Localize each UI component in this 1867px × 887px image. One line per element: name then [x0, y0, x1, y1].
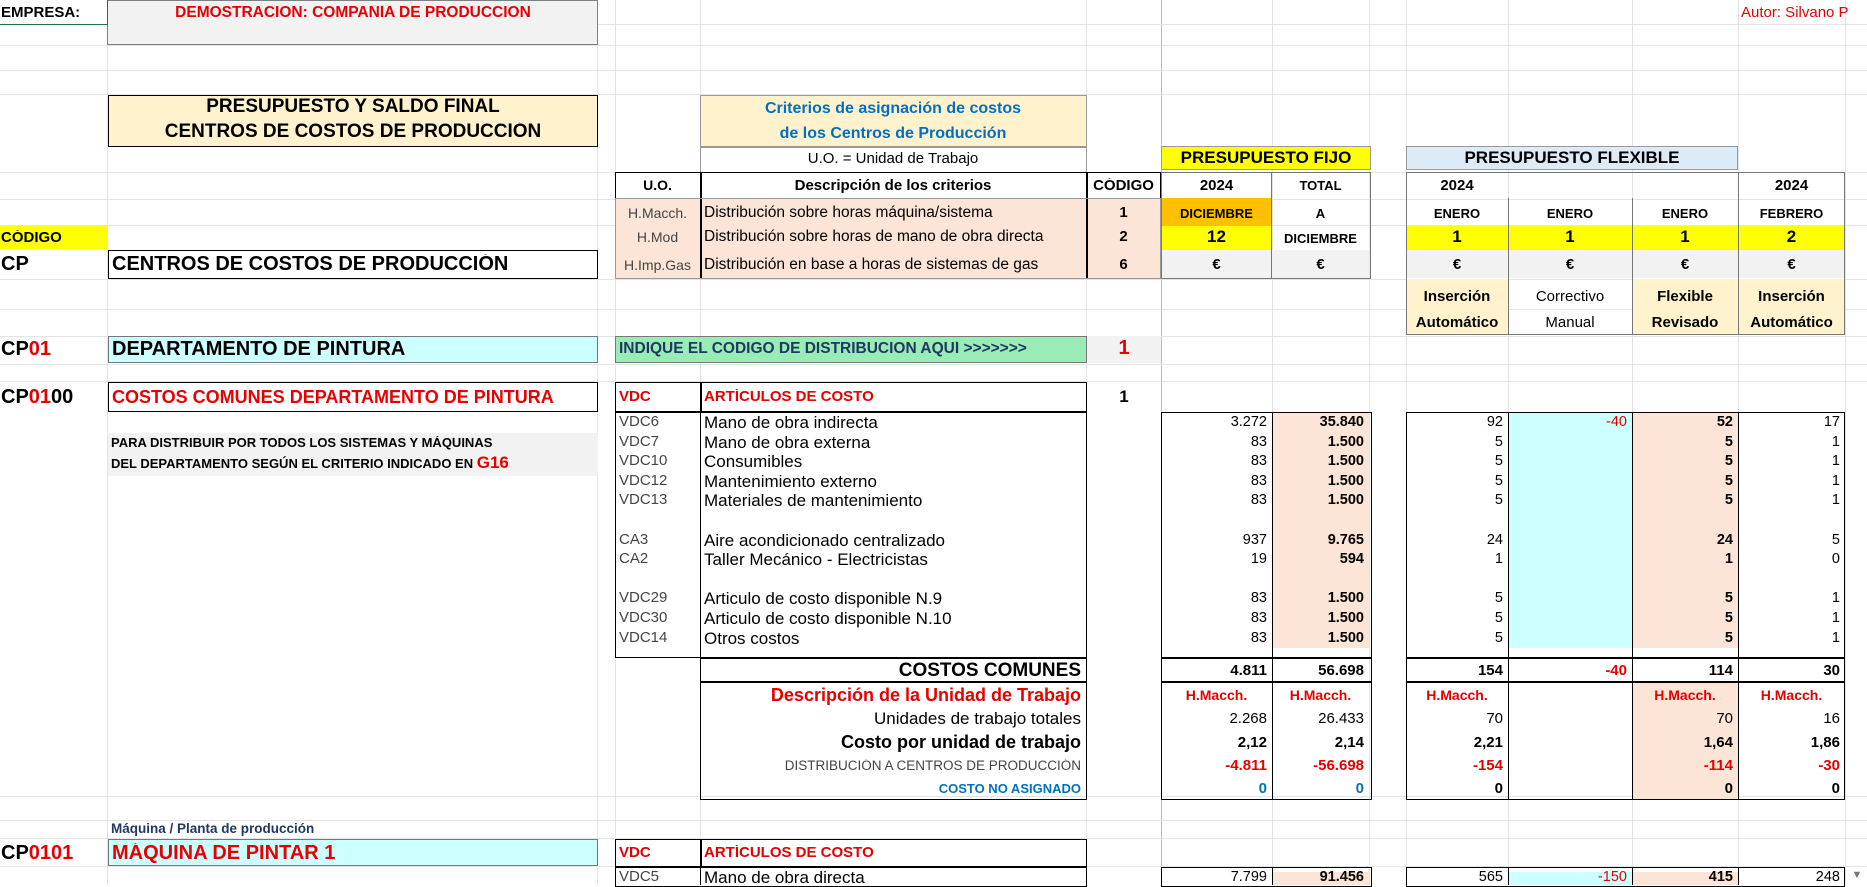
- cost-row-desc: Otros costos: [704, 630, 800, 648]
- criteria-col-desc: Descripción de los criterios: [794, 178, 992, 194]
- flex-col2-currency: €: [1565, 257, 1575, 273]
- cost-cell[interactable]: 83: [1250, 474, 1267, 489]
- fixed-col2-h3: DICIEMBRE: [1284, 232, 1357, 246]
- summary-cell[interactable]: 0: [1831, 781, 1840, 797]
- cost-cell[interactable]: 91.456: [1319, 870, 1364, 885]
- machine-code-b: 01: [28, 843, 52, 864]
- cost-cell[interactable]: 5: [1724, 474, 1733, 489]
- cost-cell[interactable]: 1.500: [1327, 454, 1364, 469]
- cost-cell[interactable]: 5: [1724, 435, 1733, 450]
- fixed-col1-month: DICIEMBRE: [1180, 207, 1253, 221]
- cost-row-desc: Materiales de mantenimiento: [704, 492, 923, 510]
- criteria-col-uo: U.O.: [643, 178, 672, 193]
- cost-cell[interactable]: -150: [1597, 870, 1627, 885]
- cost-cell[interactable]: 415: [1708, 870, 1733, 885]
- dept-code-b: 01: [28, 339, 52, 360]
- summary-cell[interactable]: 4.811: [1230, 663, 1267, 679]
- cc-code-c: 00: [51, 387, 74, 408]
- cost-cell[interactable]: 9.765: [1327, 533, 1364, 548]
- flex-col1-type1: Inserción: [1423, 289, 1491, 305]
- fixed-col1-year: 2024: [1199, 178, 1234, 194]
- cost-cell[interactable]: [1632, 513, 1738, 529]
- criteria-row2-uo: H.Mod: [636, 230, 679, 245]
- cost-cell[interactable]: 5: [1494, 493, 1503, 508]
- cost-row-code: VDC7: [619, 434, 660, 450]
- cost-cell[interactable]: 1: [1831, 474, 1840, 489]
- scroll-down-icon[interactable]: ▼: [1851, 870, 1863, 881]
- summary-cell[interactable]: 2,21: [1473, 735, 1503, 751]
- summary-cell[interactable]: 70: [1486, 711, 1503, 727]
- flex-budget-box: [1406, 172, 1845, 335]
- fixed-col2-h2: A: [1315, 207, 1326, 221]
- criteria-col-code: CÓDIGO: [1093, 178, 1154, 194]
- cost-cell[interactable]: [1508, 533, 1632, 549]
- fixed-col1-currency: €: [1212, 257, 1221, 273]
- summary-cell[interactable]: [1508, 711, 1632, 728]
- cost-cell[interactable]: 5: [1494, 611, 1503, 626]
- cost-cell[interactable]: 5: [1494, 474, 1503, 489]
- empresa-value[interactable]: DEMOSTRACIÓN: COMPAÑÍA DE PRODUCCIÓN: [175, 5, 531, 21]
- codigo-label: CÓDIGO: [1, 230, 62, 246]
- flex-col2-month: ENERO: [1546, 207, 1594, 221]
- cost-cell[interactable]: 1.500: [1327, 591, 1364, 606]
- cost-row-code: VDC5: [619, 869, 660, 885]
- cost-row-code: VDC29: [619, 590, 668, 606]
- cost-cell[interactable]: 83: [1250, 435, 1267, 450]
- cost-cell[interactable]: 1.500: [1327, 631, 1364, 646]
- flex-col4-month: FEBRERO: [1759, 207, 1824, 221]
- fixed-budget-title: PRESUPUESTO FIJO: [1180, 149, 1352, 167]
- summary-cell[interactable]: -30: [1818, 758, 1840, 774]
- flex-col3-currency: €: [1680, 257, 1690, 273]
- section1-code[interactable]: 1: [1119, 388, 1129, 406]
- cost-cell[interactable]: 19: [1250, 552, 1267, 567]
- cost-cell[interactable]: 5: [1724, 454, 1733, 469]
- cost-cell[interactable]: 5: [1494, 631, 1503, 646]
- dept-code-a: CP: [1, 339, 29, 360]
- flex-col2-num[interactable]: 1: [1565, 228, 1575, 246]
- cost-row-code: VDC10: [619, 453, 668, 469]
- summary-cell[interactable]: 0: [1258, 781, 1267, 797]
- cost-cell[interactable]: [1738, 513, 1845, 529]
- machine-code-a: CP: [1, 843, 29, 864]
- cost-cell[interactable]: [1508, 493, 1632, 509]
- cost-row-desc: Taller Mecánico - Electricistas: [704, 551, 928, 569]
- empresa-label: EMPRESA:: [1, 5, 81, 21]
- section2-articles: ARTÍCULOS DE COSTO: [704, 845, 874, 861]
- cost-cell[interactable]: 5: [1494, 435, 1503, 450]
- cost-row-code: VDC13: [619, 492, 668, 508]
- flex-col2-year: [1508, 178, 1632, 195]
- cost-row-code: VDC12: [619, 473, 668, 489]
- summary-cell[interactable]: -114: [1703, 758, 1733, 774]
- criteria-row1-code: 1: [1119, 205, 1128, 221]
- cost-cell[interactable]: 5: [1494, 454, 1503, 469]
- flex-col4-type2: Automático: [1750, 315, 1833, 331]
- cost-cell[interactable]: [1738, 572, 1845, 588]
- section1-vdc: VDC: [619, 389, 651, 405]
- criteria-title1: Criterios de asignación de costos: [764, 101, 1022, 117]
- cost-cell[interactable]: 83: [1250, 611, 1267, 626]
- distribution-note-line1: PARA DISTRIBUIR POR TODOS LOS SISTEMAS Y MÁQUINAS: [111, 436, 493, 450]
- cost-cell[interactable]: [1161, 513, 1272, 529]
- flex-budget-title: PRESUPUESTO FLEXIBLE: [1464, 149, 1680, 167]
- cost-cell[interactable]: 35.840: [1319, 415, 1364, 430]
- summary-cell[interactable]: 0: [1494, 781, 1503, 797]
- flex-col4-type1: Inserción: [1758, 289, 1825, 305]
- cost-row-desc: Mano de obra externa: [704, 434, 871, 452]
- cost-cell[interactable]: 83: [1250, 631, 1267, 646]
- summary-label-unidades: Unidades de trabajo totales: [874, 710, 1081, 728]
- fixed-col1-num[interactable]: 12: [1207, 228, 1226, 246]
- flex-col3-num[interactable]: 1: [1680, 228, 1690, 246]
- cost-row-code: [619, 512, 699, 529]
- machine-code-c: 01: [51, 843, 74, 864]
- summary-cell[interactable]: [1508, 758, 1632, 775]
- cost-cell[interactable]: 17: [1823, 415, 1840, 430]
- cost-cell[interactable]: [1406, 513, 1508, 529]
- cost-cell[interactable]: 52: [1716, 415, 1733, 430]
- cost-row-code: [619, 571, 699, 588]
- cost-cell[interactable]: 1: [1831, 631, 1840, 646]
- cost-cell[interactable]: [1508, 513, 1632, 529]
- summary-cell[interactable]: H.Macch.: [1289, 688, 1352, 703]
- cc-name: COSTOS COMUNES DEPARTAMENTO DE PINTURA: [112, 388, 554, 407]
- summary-cell[interactable]: 114: [1708, 663, 1733, 679]
- criteria-row2-desc: Distribución sobre horas de mano de obra directa: [704, 229, 1044, 245]
- empresa-frame: [107, 0, 598, 45]
- summary-cell[interactable]: H.Macch.: [1185, 688, 1248, 703]
- cost-cell[interactable]: 1: [1494, 552, 1503, 567]
- cost-cell[interactable]: [1508, 454, 1632, 470]
- cost-row-desc: [704, 512, 1084, 530]
- cost-cell[interactable]: 1.500: [1327, 474, 1364, 489]
- summary-label-costos-comunes: COSTOS COMUNES: [898, 661, 1081, 681]
- summary-cell[interactable]: -40: [1605, 663, 1627, 679]
- cost-cell[interactable]: 248: [1815, 870, 1840, 885]
- fixed-col2-currency: €: [1316, 257, 1325, 273]
- cost-cell[interactable]: 83: [1250, 591, 1267, 606]
- flex-col3-type1: Flexible: [1657, 289, 1713, 305]
- cost-cell[interactable]: 5: [1724, 631, 1733, 646]
- cost-cell[interactable]: 5: [1724, 591, 1733, 606]
- flex-col2-type1: Correctivo: [1535, 289, 1605, 305]
- flex-col1-type2: Automático: [1415, 315, 1499, 331]
- cost-cell[interactable]: 1: [1831, 493, 1840, 508]
- cost-row-desc: Mano de obra indirecta: [704, 414, 878, 432]
- summary-cell[interactable]: 0: [1355, 781, 1364, 797]
- summary-label-no-asignado: COSTO NO ASIGNADO: [938, 782, 1081, 796]
- flex-col4-currency: €: [1787, 257, 1796, 273]
- cost-cell[interactable]: 83: [1250, 493, 1267, 508]
- section2-vdc: VDC: [619, 845, 651, 861]
- cost-row-desc: Articulo de costo disponible N.10: [704, 610, 952, 628]
- flex-col4-year: 2024: [1774, 178, 1809, 194]
- summary-cell[interactable]: -4.811: [1225, 758, 1267, 774]
- cost-cell[interactable]: 5: [1831, 533, 1840, 548]
- summary-cell[interactable]: H.Macch.: [1654, 688, 1716, 703]
- machine-label: Máquina / Planta de producción: [111, 822, 315, 836]
- summary-cell[interactable]: 30: [1823, 663, 1840, 679]
- title-line1: PRESUPUESTO Y SALDO FINAL: [206, 97, 500, 117]
- cost-cell[interactable]: 1.500: [1327, 611, 1364, 626]
- summary-cell[interactable]: 1,86: [1810, 735, 1840, 751]
- cost-cell[interactable]: 24: [1716, 533, 1733, 548]
- author-text: Autor: Silvano P: [1741, 5, 1849, 21]
- section1-articles: ARTÍCULOS DE COSTO: [704, 389, 874, 405]
- summary-cell[interactable]: 2.268: [1229, 711, 1267, 727]
- criteria-row1-desc: Distribución sobre horas máquina/sistema: [704, 205, 993, 221]
- title-line2: CENTROS DE COSTOS DE PRODUCCIÓN: [164, 122, 542, 142]
- summary-cell[interactable]: 1,64: [1703, 735, 1733, 751]
- cost-cell[interactable]: 0: [1831, 552, 1840, 567]
- cost-cell[interactable]: 83: [1250, 454, 1267, 469]
- cost-cell[interactable]: [1508, 572, 1632, 588]
- summary-cell[interactable]: 2,14: [1334, 735, 1364, 751]
- cost-cell[interactable]: 594: [1339, 552, 1364, 567]
- summary-cell[interactable]: 16: [1823, 711, 1840, 727]
- cost-cell[interactable]: [1508, 591, 1632, 607]
- summary-cell[interactable]: 154: [1477, 663, 1503, 679]
- summary-label-costo-unidad: Costo por unidad de trabajo: [840, 733, 1081, 752]
- summary-cell[interactable]: 2,12: [1237, 735, 1267, 751]
- summary-cell[interactable]: [1508, 688, 1632, 704]
- criteria-title2: de los Centros de Producción: [779, 126, 1007, 142]
- cost-cell[interactable]: [1508, 631, 1632, 647]
- cc-code-b: 01: [28, 387, 52, 408]
- distribution-note-line2: DEL DEPARTAMENTO SEGÚN EL CRITERIO INDICADO EN: [111, 456, 474, 471]
- cost-cell[interactable]: [1508, 435, 1632, 451]
- flex-col1-month: ENERO: [1433, 207, 1481, 221]
- distribution-note-ref[interactable]: G16: [476, 454, 509, 472]
- dist-label: INDIQUE EL CÓDIGO DE DISTRIBUCIÓN AQUÍ >>>>>>>: [619, 341, 1027, 357]
- cost-cell[interactable]: [1272, 572, 1369, 588]
- summary-label-desc-unidad: Descripción de la Unidad de Trabajo: [770, 686, 1081, 705]
- cost-cell[interactable]: 1.500: [1327, 493, 1364, 508]
- flex-col1-num[interactable]: 1: [1452, 228, 1462, 246]
- cost-row-code: VDC6: [619, 414, 660, 430]
- dist-value[interactable]: 1: [1118, 338, 1130, 359]
- cost-cell[interactable]: [1508, 611, 1632, 627]
- selected-cell[interactable]: [0, 0, 108, 25]
- summary-cell[interactable]: [1508, 781, 1632, 798]
- cost-row-code: VDC14: [619, 630, 668, 646]
- cost-row-desc: Mano de obra directa: [704, 869, 865, 887]
- flex-col3-month: ENERO: [1661, 207, 1709, 221]
- summary-cell[interactable]: H.Macch.: [1426, 688, 1488, 703]
- cost-row-desc: Aire acondicionado centralizado: [704, 532, 945, 550]
- cost-row-desc: Consumibles: [704, 453, 803, 471]
- cost-cell[interactable]: 1: [1724, 552, 1733, 567]
- criteria-row2-code: 2: [1119, 229, 1128, 245]
- summary-cell[interactable]: 0: [1724, 781, 1733, 797]
- flex-col2-type2: Manual: [1545, 315, 1595, 331]
- cost-cell[interactable]: 5: [1494, 591, 1503, 606]
- cost-cell[interactable]: [1632, 572, 1738, 588]
- cost-row-desc: Articulo de costo disponible N.9: [704, 590, 943, 608]
- cost-cell[interactable]: 565: [1478, 870, 1503, 885]
- flex-col1-currency: €: [1452, 257, 1462, 273]
- fixed-col2-h1: TOTAL: [1299, 179, 1342, 193]
- cost-cell[interactable]: 1: [1831, 591, 1840, 606]
- cost-row-code: CA3: [619, 532, 649, 548]
- criteria-row3-code: 6: [1119, 257, 1128, 273]
- cost-row-desc: Mantenimiento externo: [704, 473, 877, 491]
- cost-cell[interactable]: [1508, 474, 1632, 490]
- dept-name[interactable]: DEPARTAMENTO DE PINTURA: [112, 339, 406, 360]
- flex-col1-year: 2024: [1440, 178, 1474, 194]
- cost-cell[interactable]: 1: [1831, 611, 1840, 626]
- cost-cell[interactable]: 24: [1486, 533, 1503, 548]
- summary-cell[interactable]: -56.698: [1313, 758, 1364, 774]
- cc-code-a: CP: [1, 387, 29, 408]
- cp-name: CENTROS DE COSTOS DE PRODUCCIÓN: [112, 254, 509, 275]
- summary-label-distribucion: DISTRIBUCIÓN A CENTROS DE PRODUCCIÓN: [784, 759, 1081, 773]
- summary-cell[interactable]: 56.698: [1318, 663, 1364, 679]
- cost-cell[interactable]: 5: [1724, 611, 1733, 626]
- criteria-row1-uo: H.Macch.: [627, 206, 688, 221]
- cost-cell[interactable]: -40: [1606, 415, 1627, 430]
- criteria-row3-uo: H.Imp.Gas: [624, 258, 691, 273]
- cost-cell[interactable]: [1161, 572, 1272, 588]
- cost-cell[interactable]: 3.272: [1230, 415, 1267, 430]
- cost-cell[interactable]: 5: [1724, 493, 1733, 508]
- cost-cell[interactable]: [1406, 572, 1508, 588]
- summary-cell[interactable]: H.Macch.: [1760, 688, 1823, 703]
- cost-cell[interactable]: 1: [1831, 435, 1840, 450]
- summary-cell[interactable]: -154: [1472, 758, 1503, 774]
- cost-cell[interactable]: 7.799: [1230, 870, 1267, 885]
- cost-row-code: VDC30: [619, 610, 668, 626]
- cost-cell[interactable]: [1272, 513, 1369, 529]
- flex-col4-num[interactable]: 2: [1786, 228, 1797, 246]
- uo-note: U.O. = Unidad de Trabajo: [807, 151, 979, 167]
- cost-cell[interactable]: [1508, 552, 1632, 568]
- summary-cell[interactable]: 26.433: [1318, 711, 1364, 727]
- cost-cell[interactable]: 937: [1242, 533, 1267, 548]
- summary-cell[interactable]: 70: [1716, 711, 1733, 727]
- cp-code: CP: [1, 254, 29, 275]
- cost-cell[interactable]: 1: [1831, 454, 1840, 469]
- flex-col3-year: [1632, 178, 1738, 195]
- cost-row-code: CA2: [619, 551, 649, 567]
- cost-cell[interactable]: 92: [1486, 415, 1503, 430]
- cost-row-desc: [704, 571, 1084, 589]
- cost-cell[interactable]: 1.500: [1327, 435, 1364, 450]
- flex-col3-type2: Revisado: [1651, 315, 1719, 331]
- summary-cell[interactable]: [1508, 735, 1632, 752]
- machine-name[interactable]: MÁQUINA DE PINTAR 1: [112, 843, 336, 864]
- criteria-row3-desc: Distribución en base a horas de sistemas de gas: [704, 257, 1039, 273]
